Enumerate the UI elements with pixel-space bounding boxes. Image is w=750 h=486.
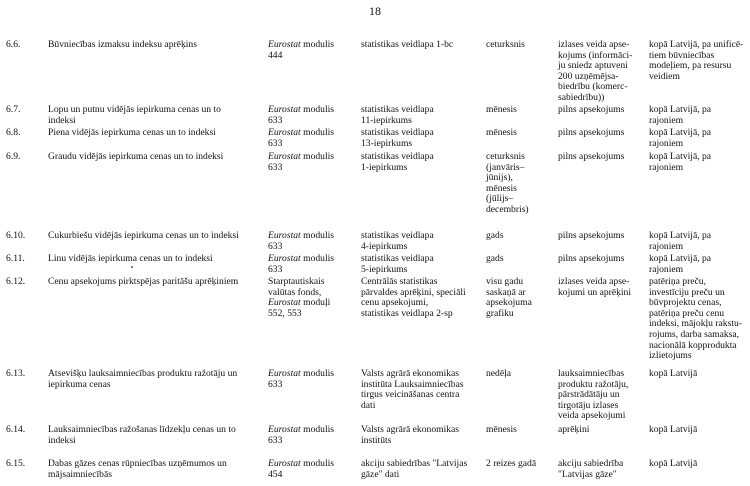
coverage: kopā Latvijā [649, 424, 698, 435]
source-module: modulis 633 [268, 127, 335, 149]
source-imf: Starptautiskais valūtas fonds, [268, 276, 325, 298]
coverage: kopā Latvijā, pa rajoniem [649, 104, 712, 126]
data-form: Valsts agrārā ekonomikas institūta Lauksaimniecības tirgus veicināšanas centra dati [361, 368, 464, 411]
indicator-title: Cenu apsekojums pirktspējas paritāšu aprēķiniem [48, 276, 239, 287]
coverage: kopā Latvijā, pa rajoniem [649, 253, 712, 275]
source [268, 369, 360, 390]
coverage: patēriņa preču, investīciju preču un būvprojektu cenas, patēriņa preču cenu indeksi, mājokļu rakstu- rojums, darba samaksa, nacionālā kopprodukta izlietojums [649, 276, 742, 362]
source [268, 128, 360, 149]
indicator-title: Piena vidējās iepirkuma cenas un to indeksi [48, 127, 216, 138]
row-number: 6.9. [6, 151, 21, 162]
survey-method: pilns apsekojums [558, 230, 625, 241]
row-number: 6.6. [6, 39, 21, 50]
source [268, 277, 360, 319]
source [268, 231, 360, 252]
source-module: moduļi 552, 553 [268, 297, 331, 319]
periodicity: mēnesis [486, 424, 517, 435]
source-module: modulis 633 [268, 424, 335, 446]
source [268, 254, 360, 275]
data-form: Centrālās statistikas pārvaldes aprēķini, speciāli cenu apsekojumi, statistikas veidlapa 2-sp [361, 276, 466, 319]
row-number: 6.15. [6, 458, 26, 469]
source-module: modulis 633 [268, 104, 335, 126]
source-eurostat: Eurostat [268, 458, 301, 469]
periodicity: mēnesis [486, 127, 517, 138]
source [268, 40, 360, 61]
survey-method: aprēķini [558, 424, 590, 435]
source-eurostat: Eurostat [268, 151, 301, 162]
coverage: kopā Latvijā, pa unificē- tiem būvniecības modeļiem, pa resursu veidiem [649, 39, 744, 82]
row-number: 6.11. [6, 253, 25, 264]
source-module: modulis 633 [268, 151, 335, 173]
row-number: 6.7. [6, 104, 21, 115]
data-form: statistikas veidlapa 1-bc [361, 39, 454, 50]
indicator-title: Linu vidējās iepirkuma cenas un to indeksi [48, 253, 213, 264]
source-eurostat: Eurostat [268, 297, 301, 309]
survey-method: akciju sabiedrība "Latvijas gāze" [558, 458, 624, 480]
indicator-title: Atsevišķu lauksaimniecības produktu ražotāju un iepirkuma cenas [48, 368, 238, 390]
source [268, 459, 360, 480]
source-eurostat: Eurostat [268, 230, 301, 241]
data-form: Valsts agrārā ekonomikas institūts [361, 424, 460, 446]
survey-method: izlases veida apse- kojumi un aprēķini [558, 276, 632, 298]
source-eurostat: Eurostat [268, 424, 301, 435]
periodicity: gads [486, 230, 504, 241]
row-number: 6.12. [6, 276, 26, 287]
source-eurostat: Eurostat [268, 368, 301, 379]
periodicity: mēnesis [486, 104, 517, 115]
coverage: kopā Latvijā, pa rajoniem [649, 230, 712, 252]
source-module: modulis 633 [268, 253, 335, 275]
data-form: statistikas veidlapa 11-iepirkums [361, 104, 434, 126]
survey-method: izlases veida apse- kojums (informāci- ju sniedz aptuveni 200 uzņēmējsa- biedrību (komerc- sabiedrību)) [558, 39, 633, 103]
coverage: kopā Latvijā [649, 458, 698, 469]
row-number: 6.14. [6, 424, 26, 435]
source-eurostat: Eurostat [268, 39, 301, 50]
coverage: kopā Latvijā [649, 368, 698, 379]
periodicity: gads [486, 253, 504, 264]
source-eurostat: Eurostat [268, 127, 301, 138]
periodicity: ceturksnis (janvāris– jūnijs), mēnesis (jūlijs– decembris) [486, 151, 529, 215]
source-eurostat: Eurostat [268, 104, 301, 115]
data-form: statistikas veidlapa 13-iepirkums [361, 127, 434, 149]
source-eurostat: Eurostat [268, 253, 301, 264]
data-form: akciju sabiedrības "Latvijas gāze" dati [361, 458, 468, 480]
page-number: 18 [369, 4, 381, 18]
row-number: 6.10. [6, 230, 26, 241]
periodicity: nedēļa [486, 368, 512, 379]
coverage: kopā Latvijā, pa rajoniem [649, 127, 712, 149]
data-form: statistikas veidlapa 5-iepirkums [361, 253, 434, 275]
data-form: statistikas veidlapa 4-iepirkums [361, 230, 434, 252]
indicator-title: Būvniecības izmaksu indeksu aprēķins [48, 39, 197, 50]
stray-mark [131, 266, 133, 268]
coverage: kopā Latvijā, pa rajoniem [649, 151, 712, 173]
indicator-title: Lauksaimniecības ražošanas līdzekļu cenas un to indeksi [48, 424, 236, 446]
survey-method: pilns apsekojums [558, 104, 625, 115]
row-number: 6.13. [6, 368, 26, 379]
indicator-title: Lopu un putnu vidējās iepirkuma cenas un to indeksi [48, 104, 221, 126]
survey-method: pilns apsekojums [558, 127, 625, 138]
source-module: modulis 444 [268, 39, 335, 61]
indicator-title: Dabas gāzes cenas rūpniecības uzņēmumos un mājsaimniecībās [48, 458, 227, 480]
survey-method: pilns apsekojums [558, 253, 625, 264]
source [268, 425, 360, 446]
source-module: modulis 633 [268, 230, 335, 252]
data-form: statistikas veidlapa 1-iepirkums [361, 151, 434, 173]
survey-method: pilns apsekojums [558, 151, 625, 162]
indicator-title: Cukurbiešu vidējās iepirkuma cenas un to indeksi [48, 230, 239, 241]
source [268, 105, 360, 126]
periodicity: visu gadu saskaņā ar apsekojuma grafiku [486, 276, 532, 319]
source-module: modulis 633 [268, 368, 335, 390]
source-module: modulis 454 [268, 458, 335, 480]
source [268, 152, 360, 173]
periodicity: 2 reizes gadā [486, 458, 537, 469]
row-number: 6.8. [6, 127, 21, 138]
survey-method: lauksaimniecības produktu ražotāju, pārstrādātāju un tirgotāju izlases veida apsekojumi [558, 368, 629, 422]
indicator-title: Graudu vidējās iepirkuma cenas un to indeksi [48, 151, 224, 162]
periodicity: ceturksnis [486, 39, 525, 50]
